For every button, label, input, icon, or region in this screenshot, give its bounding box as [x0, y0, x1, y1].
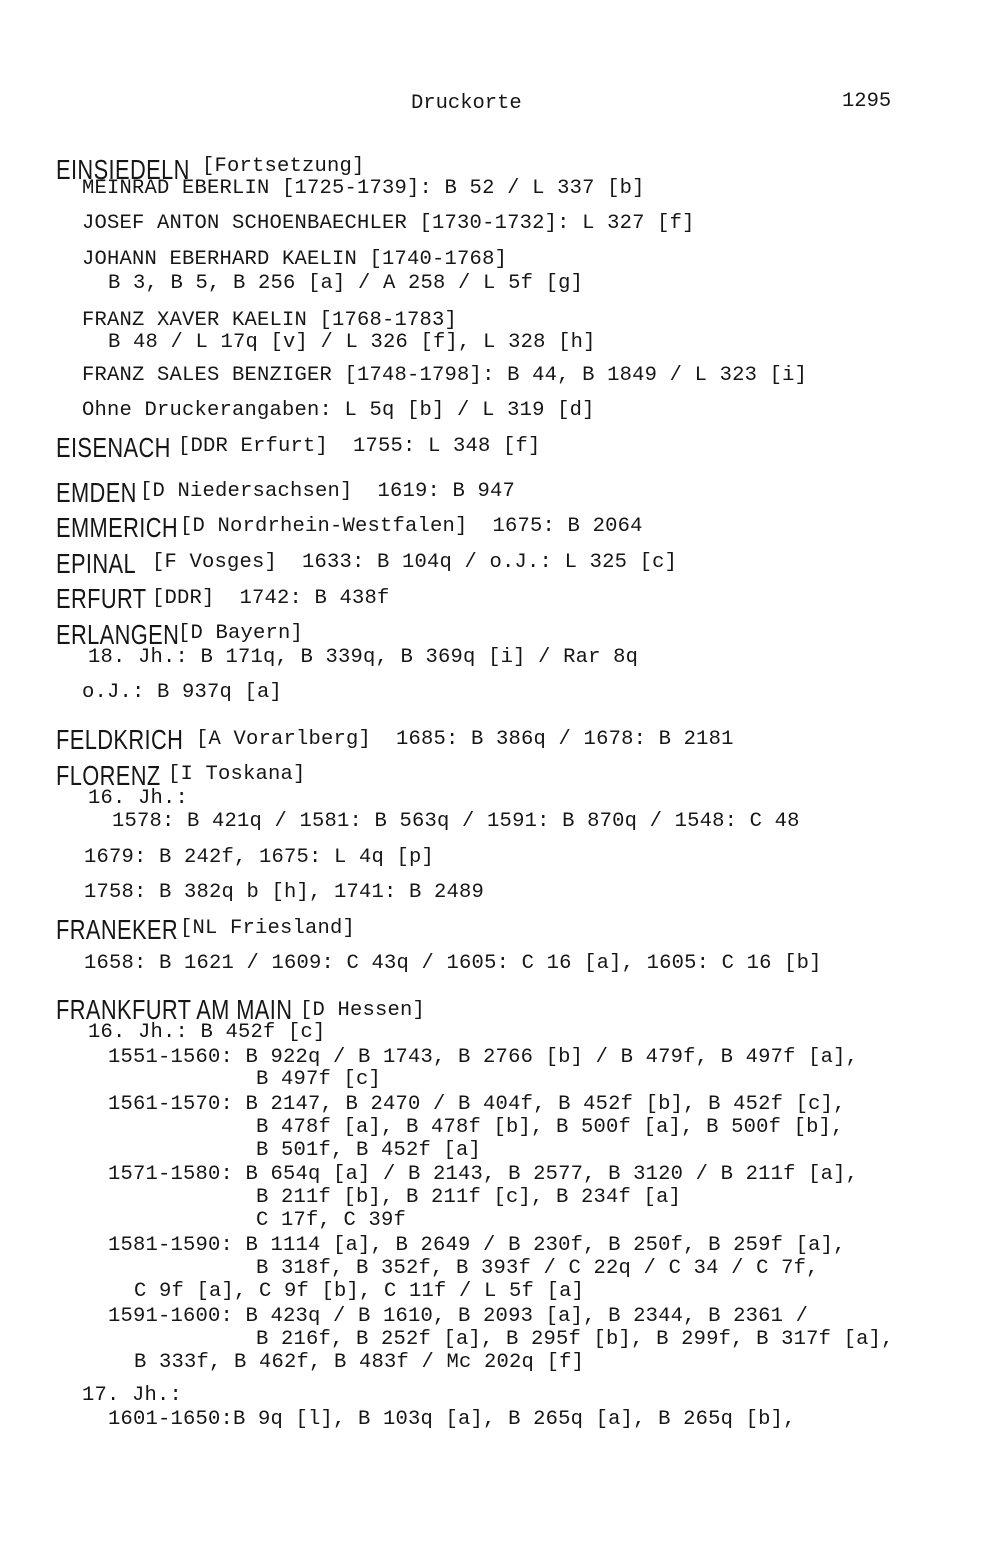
- entry-line: 1601-1650:B 9q [l], B 103q [a], B 265q [a], B 265q [b],: [108, 1408, 796, 1431]
- entry-line: Ohne Druckerangaben: L 5q [b] / L 319 [d]: [82, 399, 595, 422]
- entry-line: B 478f [a], B 478f [b], B 500f [a], B 500f [b],: [256, 1116, 844, 1139]
- place-heading-feldkrich: FELDKRICH: [56, 724, 184, 755]
- entry-line: 1551-1560: B 922q / B 1743, B 2766 [b] / B 479f, B 497f [a],: [108, 1046, 859, 1069]
- entry-line: o.J.: B 937q [a]: [82, 681, 283, 704]
- entry-line: B 333f, B 462f, B 483f / Mc 202q [f]: [134, 1351, 585, 1374]
- place-hint-emmerich: [D Nordrhein-Westfalen] 1675: B 2064: [180, 515, 643, 538]
- entry-line: B 318f, B 352f, B 393f / C 22q / C 34 / C 7f,: [256, 1257, 819, 1280]
- place-heading-epinal: EPINAL: [56, 548, 137, 579]
- entry-line: 1561-1570: B 2147, B 2470 / B 404f, B 452f [b], B 452f [c],: [108, 1093, 846, 1116]
- entry-line: 1758: B 382q b [h], 1741: B 2489: [84, 881, 485, 904]
- entry-line: C 17f, C 39f: [256, 1209, 407, 1232]
- entry-line: JOSEF ANTON SCHOENBAECHLER [1730-1732]: L 327 [f]: [82, 212, 695, 235]
- entry-line: JOHANN EBERHARD KAELIN [1740-1768]: [82, 248, 508, 271]
- entry-line: 17. Jh.:: [82, 1384, 183, 1407]
- place-heading-einsiedeln: EINSIEDELN: [56, 154, 190, 185]
- place-heading-erlangen: ERLANGEN: [56, 619, 180, 650]
- place-heading-florenz: FLORENZ: [56, 760, 161, 791]
- place-hint-eisenach: [DDR Erfurt] 1755: L 348 [f]: [178, 435, 541, 458]
- place-hint-florenz: [I Toskana]: [168, 763, 306, 786]
- entry-line: B 48 / L 17q [v] / L 326 [f], L 328 [h]: [108, 331, 596, 354]
- entry-line: 18. Jh.: B 171q, B 339q, B 369q [i] / Rar 8q: [88, 646, 639, 669]
- place-hint-erfurt: [DDR] 1742: B 438f: [152, 587, 390, 610]
- entry-line: MEINRAD EBERLIN [1725-1739]: B 52 / L 337 [b]: [82, 177, 645, 200]
- place-hint-frankfurt: [D Hessen]: [300, 999, 426, 1022]
- place-heading-frankfurt: FRANKFURT AM MAIN: [56, 994, 293, 1025]
- place-hint-franeker: [NL Friesland]: [180, 917, 356, 940]
- place-hint-emden: [D Niedersachsen] 1619: B 947: [140, 480, 516, 503]
- entry-line: 1571-1580: B 654q [a] / B 2143, B 2577, B 3120 / B 211f [a],: [108, 1163, 859, 1186]
- place-heading-eisenach: EISENACH: [56, 432, 171, 463]
- entry-line: 1581-1590: B 1114 [a], B 2649 / B 230f, B 250f, B 259f [a],: [108, 1234, 846, 1257]
- page-number: 1295: [842, 90, 892, 113]
- place-heading-emmerich: EMMERICH: [56, 512, 179, 543]
- place-hint-feldkrich: [A Vorarlberg] 1685: B 386q / 1678: B 2181: [196, 728, 734, 751]
- entry-line: C 9f [a], C 9f [b], C 11f / L 5f [a]: [134, 1280, 585, 1303]
- place-heading-emden: EMDEN: [56, 477, 137, 508]
- entry-line: FRANZ SALES BENZIGER [1748-1798]: B 44, B 1849 / L 323 [i]: [82, 364, 808, 387]
- entry-line: 1658: B 1621 / 1609: C 43q / 1605: C 16 [a], 1605: C 16 [b]: [84, 952, 822, 975]
- entry-line: FRANZ XAVER KAELIN [1768-1783]: [82, 309, 458, 332]
- entry-line: B 216f, B 252f [a], B 295f [b], B 299f, B 317f [a],: [256, 1328, 894, 1351]
- place-heading-erfurt: ERFURT: [56, 583, 147, 614]
- place-heading-franeker: FRANEKER: [56, 914, 179, 945]
- entry-line: B 3, B 5, B 256 [a] / A 258 / L 5f [g]: [108, 272, 584, 295]
- place-hint-erlangen: [D Bayern]: [178, 622, 304, 645]
- place-hint-epinal: [F Vosges] 1633: B 104q / o.J.: L 325 [c]: [152, 551, 678, 574]
- entry-line: B 497f [c]: [256, 1068, 382, 1091]
- entry-line: B 501f, B 452f [a]: [256, 1139, 482, 1162]
- place-hint-einsiedeln: [Fortsetzung]: [202, 155, 365, 178]
- entry-line: 16. Jh.: B 452f [c]: [88, 1021, 326, 1044]
- entry-line: 1679: B 242f, 1675: L 4q [p]: [84, 846, 435, 869]
- running-title: Druckorte: [411, 92, 522, 115]
- entry-line: 1591-1600: B 423q / B 1610, B 2093 [a], B 2344, B 2361 /: [108, 1305, 809, 1328]
- entry-line: B 211f [b], B 211f [c], B 234f [a]: [256, 1186, 682, 1209]
- entry-line: 16. Jh.:: [88, 787, 189, 810]
- entry-line: 1578: B 421q / 1581: B 563q / 1591: B 870q / 1548: C 48: [112, 810, 800, 833]
